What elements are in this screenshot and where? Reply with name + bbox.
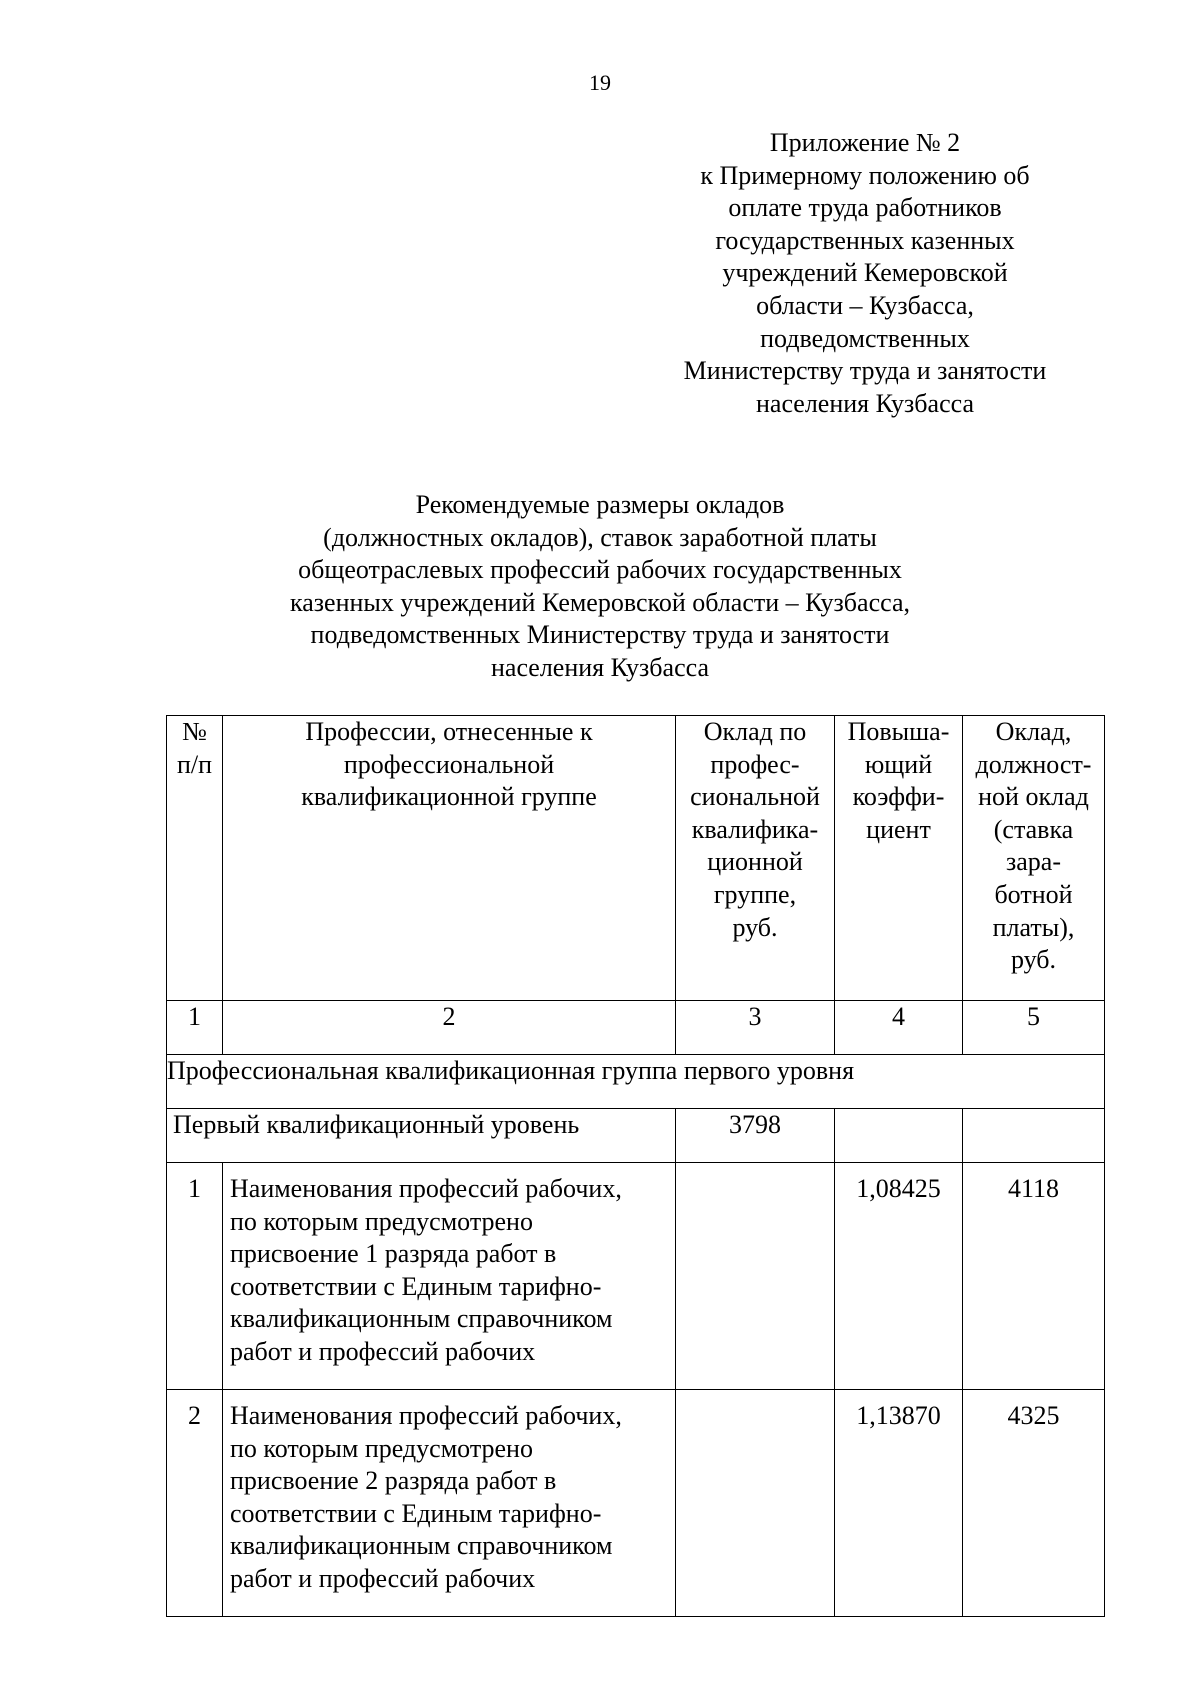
header-line: ной оклад	[978, 782, 1089, 812]
title-line: населения Кузбасса	[490, 652, 710, 682]
row-profession-line: квалификационным справочником	[230, 1304, 613, 1334]
row-profession-line: Наименования профессий рабочих,	[230, 1174, 622, 1203]
table-header-row	[167, 716, 1105, 1001]
appendix-line: к Примерному положению об	[700, 160, 1030, 190]
row-profession-line: работ и профессий рабочих	[230, 1563, 536, 1593]
table-row	[167, 1390, 1105, 1617]
column-index: 4	[835, 1001, 963, 1055]
header-line: ционной	[707, 847, 803, 877]
column-index: 3	[676, 1001, 835, 1055]
level-coefficient	[835, 1109, 963, 1163]
appendix-line: учреждений Кемеровской	[722, 258, 1008, 288]
appendix-line: Министерству труда и занятости	[683, 356, 1047, 386]
group-label: Профессиональная квалификационная группа первого уровня	[167, 1055, 1105, 1109]
header-coefficient	[835, 716, 963, 1001]
group-row	[167, 1055, 1105, 1109]
header-base-salary	[676, 716, 835, 1001]
header-line: профессиональной	[343, 749, 555, 779]
row-profession	[223, 1163, 676, 1390]
appendix-line: оплате труда работников	[728, 193, 1002, 223]
row-profession-line: по которым предусмотрено	[230, 1206, 533, 1236]
header-line: руб.	[732, 912, 778, 942]
appendix-note	[630, 127, 1100, 420]
column-index: 1	[167, 1001, 223, 1055]
header-line: (ставка	[993, 814, 1074, 844]
title-line: казенных учреждений Кемеровской области – Кузбасса,	[289, 587, 911, 617]
header-line: Оклад,	[995, 717, 1072, 746]
row-salary: 4325	[963, 1390, 1105, 1617]
header-line: руб.	[1010, 945, 1057, 975]
header-line: должност-	[975, 749, 1092, 779]
appendix-line: государственных казенных	[715, 225, 1015, 255]
row-number: 2	[167, 1390, 223, 1617]
row-coefficient: 1,08425	[835, 1163, 963, 1390]
row-profession-line: присвоение 1 разряда работ в	[230, 1239, 557, 1269]
row-number: 1	[167, 1163, 223, 1390]
level-label: Первый квалификационный уровень	[167, 1109, 676, 1163]
title-line: общеотраслевых профессий рабочих государственных	[298, 555, 902, 585]
header-line: группе,	[713, 879, 797, 909]
title-line: (должностных окладов), ставок заработной платы	[323, 522, 877, 552]
row-profession-line: по которым предусмотрено	[230, 1433, 533, 1463]
level-salary	[963, 1109, 1105, 1163]
header-line: коэффи-	[852, 782, 945, 812]
header-line: п/п	[176, 749, 213, 779]
row-profession	[223, 1390, 676, 1617]
header-line: сиональной	[690, 782, 820, 812]
row-coefficient: 1,13870	[835, 1390, 963, 1617]
row-base-salary	[676, 1390, 835, 1617]
document-title	[200, 489, 1000, 685]
header-line: циент	[866, 814, 931, 844]
header-line: ющий	[864, 749, 933, 779]
header-line: зара-	[1005, 847, 1061, 877]
header-line: Повыша-	[847, 717, 950, 746]
row-profession-line: работ и профессий рабочих	[230, 1336, 536, 1366]
title-line: подведомственных Министерству труда и занятости	[310, 620, 890, 650]
row-profession-line: соответствии с Единым тарифно-	[230, 1271, 602, 1301]
appendix-line: области – Кузбасса,	[756, 290, 974, 320]
appendix-line: Приложение № 2	[769, 128, 961, 157]
header-line: квалификационной группе	[301, 782, 597, 812]
header-line: платы),	[992, 912, 1075, 942]
page-number: 19	[589, 70, 611, 95]
header-line: №	[182, 717, 207, 746]
header-line: Оклад по	[703, 717, 807, 746]
column-index: 5	[963, 1001, 1105, 1055]
column-index: 2	[223, 1001, 676, 1055]
salary-table	[166, 715, 1105, 1617]
table-row	[167, 1163, 1105, 1390]
header-line: ботной	[994, 879, 1073, 909]
level-base-salary: 3798	[676, 1109, 835, 1163]
header-profession	[223, 716, 676, 1001]
row-base-salary	[676, 1163, 835, 1390]
header-line: Профессии, отнесенные к	[305, 717, 593, 746]
row-profession-line: соответствии с Единым тарифно-	[230, 1498, 602, 1528]
header-line: профес-	[710, 749, 800, 779]
header-salary	[963, 716, 1105, 1001]
title-line: Рекомендуемые размеры окладов	[415, 490, 785, 519]
appendix-line: подведомственных	[760, 323, 970, 353]
header-number	[167, 716, 223, 1001]
row-profession-line: Наименования профессий рабочих,	[230, 1401, 622, 1430]
row-salary: 4118	[963, 1163, 1105, 1390]
header-line: квалифика-	[691, 814, 819, 844]
row-profession-line: квалификационным справочником	[230, 1531, 613, 1561]
row-profession-line: присвоение 2 разряда работ в	[230, 1466, 557, 1496]
level-row	[167, 1109, 1105, 1163]
column-index-row	[167, 1001, 1105, 1055]
appendix-line: населения Кузбасса	[755, 388, 975, 418]
